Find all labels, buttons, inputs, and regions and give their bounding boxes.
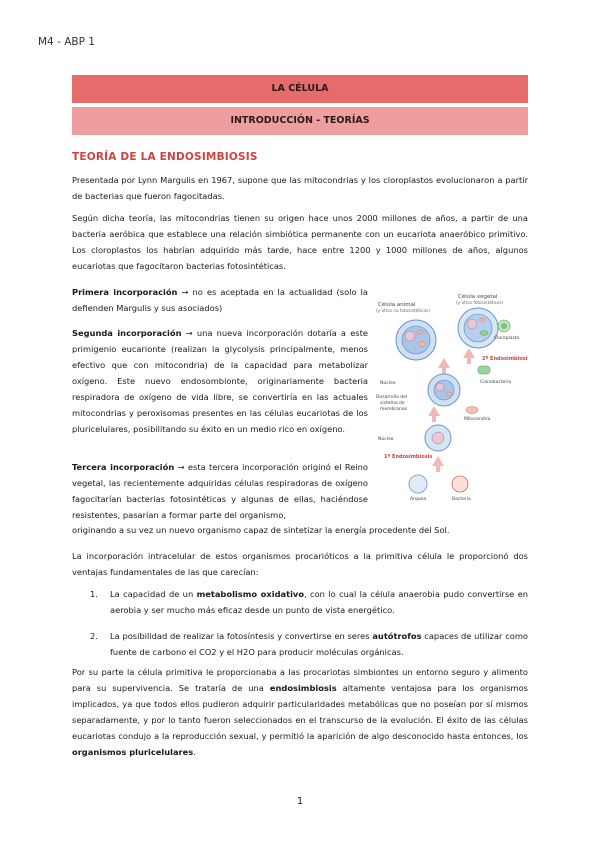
endosymbiosis-diagram [374, 288, 528, 504]
bacteria-icon [452, 476, 468, 492]
final-text: altamente ventajosa para los organismos implicados, ya que todos ellos pudieron adquirir particularidades metabólicas que no poseían por sí mismos separadamente, y por lo tanto fueron seleccionados en el transcurso de la evolución. El éxito de las células eucariotas condujo a la reproducción sexual, y permitió la aparición de algo desconocido hasta entonces, los [72, 683, 529, 741]
list-number: 1. [90, 589, 98, 599]
plant-cell-icon [458, 308, 498, 348]
cyanobacteria-icon [478, 366, 490, 374]
label-nucleo-2: Núcleo [378, 437, 394, 442]
label-desarrollo-2: sistema de [380, 401, 405, 406]
list-number: 2. [90, 631, 98, 641]
label-endo2: 2ª Endosimbiosis [482, 356, 528, 362]
archaea-icon [409, 475, 427, 493]
paragraph-tercera [72, 459, 368, 523]
paragraph-primera [72, 284, 368, 316]
mitochondrion-icon [466, 407, 478, 414]
primera-text: → no es aceptada en la actualidad (solo la defienden Margulis y sus asociados) [72, 287, 368, 313]
primitive-eukaryote-icon [428, 374, 460, 406]
label-endo1: 1ª Endosimbiosis [384, 454, 433, 460]
section-title: TEORÍA DE LA ENDOSIMBIOSIS [72, 151, 258, 163]
label-celula-animal: Célula animal [378, 302, 416, 308]
segunda-label: Segunda incorporación [72, 328, 182, 338]
label-desarrollo-1: Desarrollo del [376, 395, 408, 400]
paragraph-final [72, 664, 528, 760]
list-text: capaces de utilizar como fuente de carbono el CO2 y el H2O para producir moléculas orgánicas. [110, 631, 528, 657]
early-cell-icon [425, 425, 451, 451]
subtitle-bar: INTRODUCCIÓN - TEORÍAS [72, 107, 528, 135]
animal-cell-icon [396, 320, 436, 360]
label-nucleo: Núcleo [380, 381, 396, 386]
list-text: , con lo cual la célula anaerobia pudo convertirse en aerobia y ser mucho más eficaz desde un punto de vista energético. [110, 589, 528, 615]
final-bold: endosimbiosis [269, 683, 337, 693]
label-mitocondria: Mitocondria [464, 417, 491, 422]
page-number: 1 [296, 796, 304, 807]
paragraph-origin: Según dicha teoría, las mitocondrias tienen su origen hace unos 2000 millones de años, a partir de una bacteria aeróbica que establece una relación simbiótica permanente con un eucariota anaeróbico primitivo. Los cloroplastos los habrían adquirido más tarde, hace entre 1200 y 1000 millones de años, algunos eucariotas que fagocitaron bacterias fotosintéticas. [72, 213, 528, 271]
label-celula-vegetal: Célula vegetal [458, 294, 498, 300]
list-text: La capacidad de un [110, 589, 197, 599]
label-cloroplasto: Cloroplasto [494, 336, 520, 341]
page-header: M4 - ABP 1 [38, 36, 95, 48]
list-item [72, 586, 528, 618]
paragraph-tercera-tail: originando a su vez un nuevo organismo capaz de sintetizar la energía procedente del Sol. [72, 525, 450, 535]
primera-label: Primera incorporación [72, 287, 178, 297]
advantages-list [72, 586, 528, 660]
label-celula-animal-sub: (y otros no fotosintéticos) [376, 308, 430, 313]
paragraph-segunda [72, 325, 368, 437]
label-cianobacteria: Cianobacteria [480, 380, 512, 385]
tercera-text: → esta tercera incorporación originó el Reino vegetal, las recientemente adquiridas células respiradoras de oxígeno fagocitarían bacterias fotosintéticas y algunas de ellas, haciéndose resistentes, pasarían a formar parte del organismo, [72, 462, 368, 520]
list-bold: metabolismo oxidativo [196, 589, 305, 599]
label-bacteria: Bacteria [452, 497, 471, 502]
paragraph-intro: Presentada por Lynn Margulis en 1967, supone que las mitocondrias y los cloroplastos evolucionaron a partir de bacterias que fueron fagocitadas. [72, 175, 528, 201]
title-bar: LA CÉLULA [72, 75, 528, 103]
paragraph-list-intro: La incorporación intracelular de estos organismos procarióticos a la primitiva célula le proporcionó dos ventajas fundamentales de las que carecían: [72, 551, 528, 577]
label-arquea: Arquea [410, 497, 427, 502]
list-text: La posibilidad de realizar la fotosíntesis y convertirse en seres [110, 631, 373, 641]
final-text: Por su parte la célula primitiva le proporcionaba a las procariotas simbiontes un entorno seguro y alimento para su supervivencia. Se trataría de una [72, 667, 528, 693]
label-celula-vegetal-sub: (y otros fotosintéticos) [456, 300, 504, 305]
list-item [72, 628, 528, 660]
tercera-label: Tercera incorporación [72, 462, 175, 472]
label-desarrollo-3: membranas [380, 407, 407, 412]
final-bold: organismos pluricelulares [72, 747, 194, 757]
chloroplast-icon [498, 320, 510, 332]
segunda-text: → una nueva incorporación dotaría a este primigenio eucarionte (realizan la glycolysis principalmente, menos efectivo que con mitocondria) de la capacidad para metabolizar oxígeno. Este nuevo endosombionte, originariamente bacteria respiradora de oxígeno de vida libre, se convertiría en las actuales mitocondrias y peroxisomas presentes en las células eucariotas de los pluricelulares, posibilitando su éxito en un medio rico en oxígeno. [72, 328, 368, 434]
list-bold: autótrofos [372, 631, 422, 641]
final-text: . [193, 747, 196, 757]
